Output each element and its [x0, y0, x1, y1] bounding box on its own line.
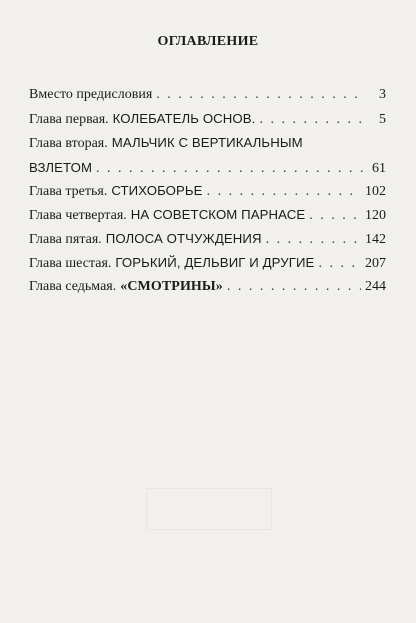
toc-entry-page: 120 [365, 208, 386, 223]
toc-entry-page: 5 [379, 112, 386, 127]
leader-dots [96, 160, 364, 178]
leader-dots [259, 111, 364, 129]
toc-entry [29, 182, 386, 206]
toc-entry [29, 86, 386, 110]
toc-entry-prefix: Глава третья. [29, 184, 108, 199]
toc-entry-prefix: Глава четвертая. [29, 208, 127, 223]
toc-entry-title: СТИХОБОРЬЕ [111, 183, 203, 198]
toc-entry-title: НА СОВЕТСКОМ ПАРНАСЕ [130, 207, 306, 222]
toc-entry-title: «СМОТРИНЫ» [120, 279, 223, 294]
toc-entry-prefix: Вместо предисловия [29, 87, 153, 102]
leader-dots [266, 231, 361, 249]
toc-entry-page: 3 [379, 87, 386, 102]
toc-entry-title: ГОРЬКИЙ, ДЕЛЬВИГ И ДРУГИЕ [115, 255, 315, 270]
page-title: ОГЛАВЛЕНИЕ [157, 34, 259, 49]
toc-entry-title: ПОЛОСА ОТЧУЖДЕНИЯ [105, 231, 262, 246]
leader-dots [227, 278, 361, 296]
toc-entry [29, 110, 386, 134]
toc-entry-page: 61 [372, 161, 386, 176]
toc-entry-page: 142 [365, 232, 386, 247]
leader-dots [156, 86, 364, 104]
show-through-barcode [146, 488, 272, 530]
table-of-contents [29, 86, 386, 302]
toc-entry-page: 244 [365, 279, 386, 294]
toc-entry-prefix: Глава шестая. [29, 256, 112, 271]
toc-entry [29, 206, 386, 230]
toc-entry-title: КОЛЕБАТЕЛЬ ОСНОВ. [112, 111, 256, 126]
toc-entry-prefix: Глава седьмая. [29, 279, 117, 294]
leader-dots [318, 255, 361, 273]
leader-dots [207, 183, 361, 201]
toc-entry-prefix: Глава вторая. [29, 136, 108, 151]
toc-entry-title-continued: ВЗЛЕТОМ [29, 160, 93, 175]
toc-entry-prefix: Глава первая. [29, 112, 109, 127]
toc-entry-page: 207 [365, 256, 386, 271]
show-through-text [108, 70, 308, 82]
toc-entry-prefix: Глава пятая. [29, 232, 102, 247]
toc-entry [29, 134, 386, 182]
toc-entry [29, 230, 386, 254]
toc-entry-page: 102 [365, 184, 386, 199]
toc-entry [29, 278, 386, 302]
toc-entry [29, 254, 386, 278]
leader-dots [309, 207, 361, 225]
toc-entry-title: МАЛЬЧИК С ВЕРТИКАЛЬНЫМ [111, 135, 303, 150]
